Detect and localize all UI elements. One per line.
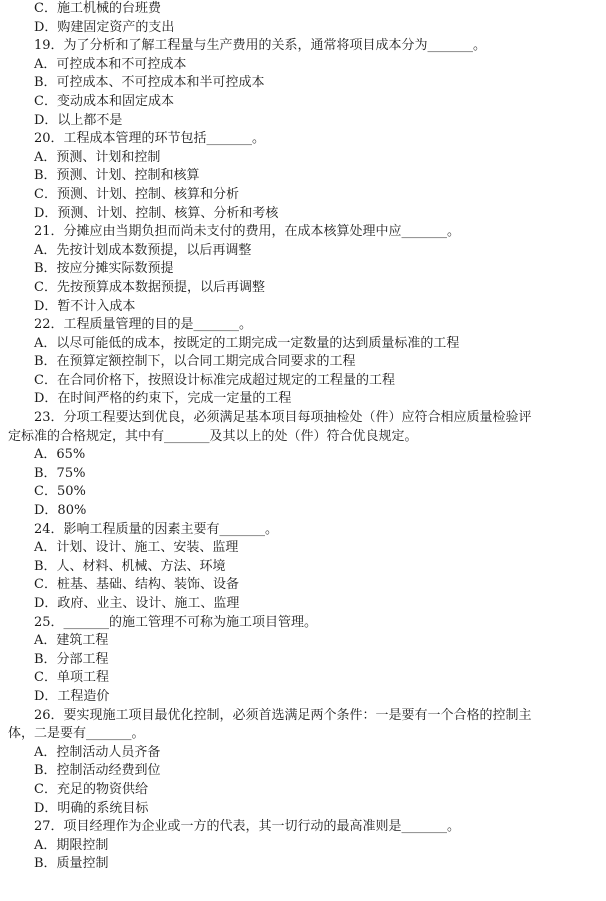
answer-option: C．充足的物资供给 <box>34 781 148 797</box>
answer-option: D．在时间严格的约束下，完成一定量的工程 <box>34 391 292 407</box>
answer-option: D．80% <box>34 503 87 519</box>
answer-option: C．先按预算成本数据预提，以后再调整 <box>34 279 265 295</box>
answer-option: B．在预算定额控制下，以合同工期完成合同要求的工程 <box>34 354 356 370</box>
answer-option: A．可控成本和不可控成本 <box>34 56 187 72</box>
answer-option: B．预测、计划、控制和核算 <box>34 168 200 184</box>
answer-option: C．50% <box>34 484 86 500</box>
question-continuation: 定标准的合格规定，其中有_______及其以上的处（件）符合优良规定。 <box>8 428 418 444</box>
answer-option: B．质量控制 <box>34 856 109 872</box>
answer-option: B．控制活动经费到位 <box>34 763 161 779</box>
answer-option: A．建筑工程 <box>34 633 109 649</box>
answer-option: D．以上都不是 <box>34 112 123 128</box>
answer-option: D．暂不计入成本 <box>34 298 136 314</box>
answer-option: C．预测、计划、控制、核算和分析 <box>34 186 239 202</box>
question-text: 21．分摊应由当期负担而尚未支付的费用，在成本核算处理中应_______。 <box>34 224 461 240</box>
answer-option: A．期限控制 <box>34 837 109 853</box>
answer-option: A．先按计划成本数预提，以后再调整 <box>34 242 252 258</box>
answer-option: A．以尽可能低的成本，按既定的工期完成一定数量的达到质量标准的工程 <box>34 335 460 351</box>
question-text: 23．分项工程要达到优良，必须满足基本项目每项抽检处（件）应符合相应质量检验评 <box>34 410 532 426</box>
question-text: 19．为了分析和了解工程量与生产费用的关系，通常将项目成本分为_______。 <box>34 38 487 54</box>
question-text: 27．项目经理作为企业或一方的代表，其一切行动的最高准则是_______。 <box>34 819 461 835</box>
answer-option: D．明确的系统目标 <box>34 800 149 816</box>
answer-option: B．75% <box>34 465 86 481</box>
answer-option: C．变动成本和固定成本 <box>34 93 174 109</box>
answer-option: B．可控成本、不可控成本和半可控成本 <box>34 75 265 91</box>
answer-option: D．预测、计划、控制、核算、分析和考核 <box>34 205 279 221</box>
answer-option: A．控制活动人员齐备 <box>34 744 161 760</box>
answer-option: A．65% <box>34 447 86 463</box>
answer-option: C．施工机械的台班费 <box>34 1 161 16</box>
answer-option: D．政府、业主、设计、施工、监理 <box>34 596 240 611</box>
answer-option: D．工程造价 <box>34 688 110 704</box>
question-text: 25．_______的施工管理不可称为施工项目管理。 <box>34 614 318 630</box>
answer-option: B．人、材料、机械、方法、环境 <box>34 558 226 574</box>
answer-option: A．预测、计划和控制 <box>34 149 161 165</box>
answer-option: B．分部工程 <box>34 651 109 667</box>
answer-option: A．计划、设计、施工、安装、监理 <box>34 540 239 556</box>
answer-option: B．按应分摊实际数预提 <box>34 261 174 277</box>
answer-option: C．桩基、基础、结构、装饰、设备 <box>34 577 239 593</box>
answer-option: C．在合同价格下，按照设计标准完成超过规定的工程量的工程 <box>34 372 395 388</box>
answer-option: C．单项工程 <box>34 670 109 686</box>
question-text: 20．工程成本管理的环节包括_______。 <box>34 131 266 147</box>
question-text: 26．要实现施工项目最优化控制，必须首选满足两个条件：一是要有一个合格的控制主 <box>34 707 532 723</box>
answer-option: D．购建固定资产的支出 <box>34 19 175 35</box>
question-text: 22．工程质量管理的目的是_______。 <box>34 317 253 333</box>
question-text: 24．影响工程质量的因素主要有_______。 <box>34 521 279 537</box>
question-continuation: 体，二是要有_______。 <box>8 726 145 742</box>
